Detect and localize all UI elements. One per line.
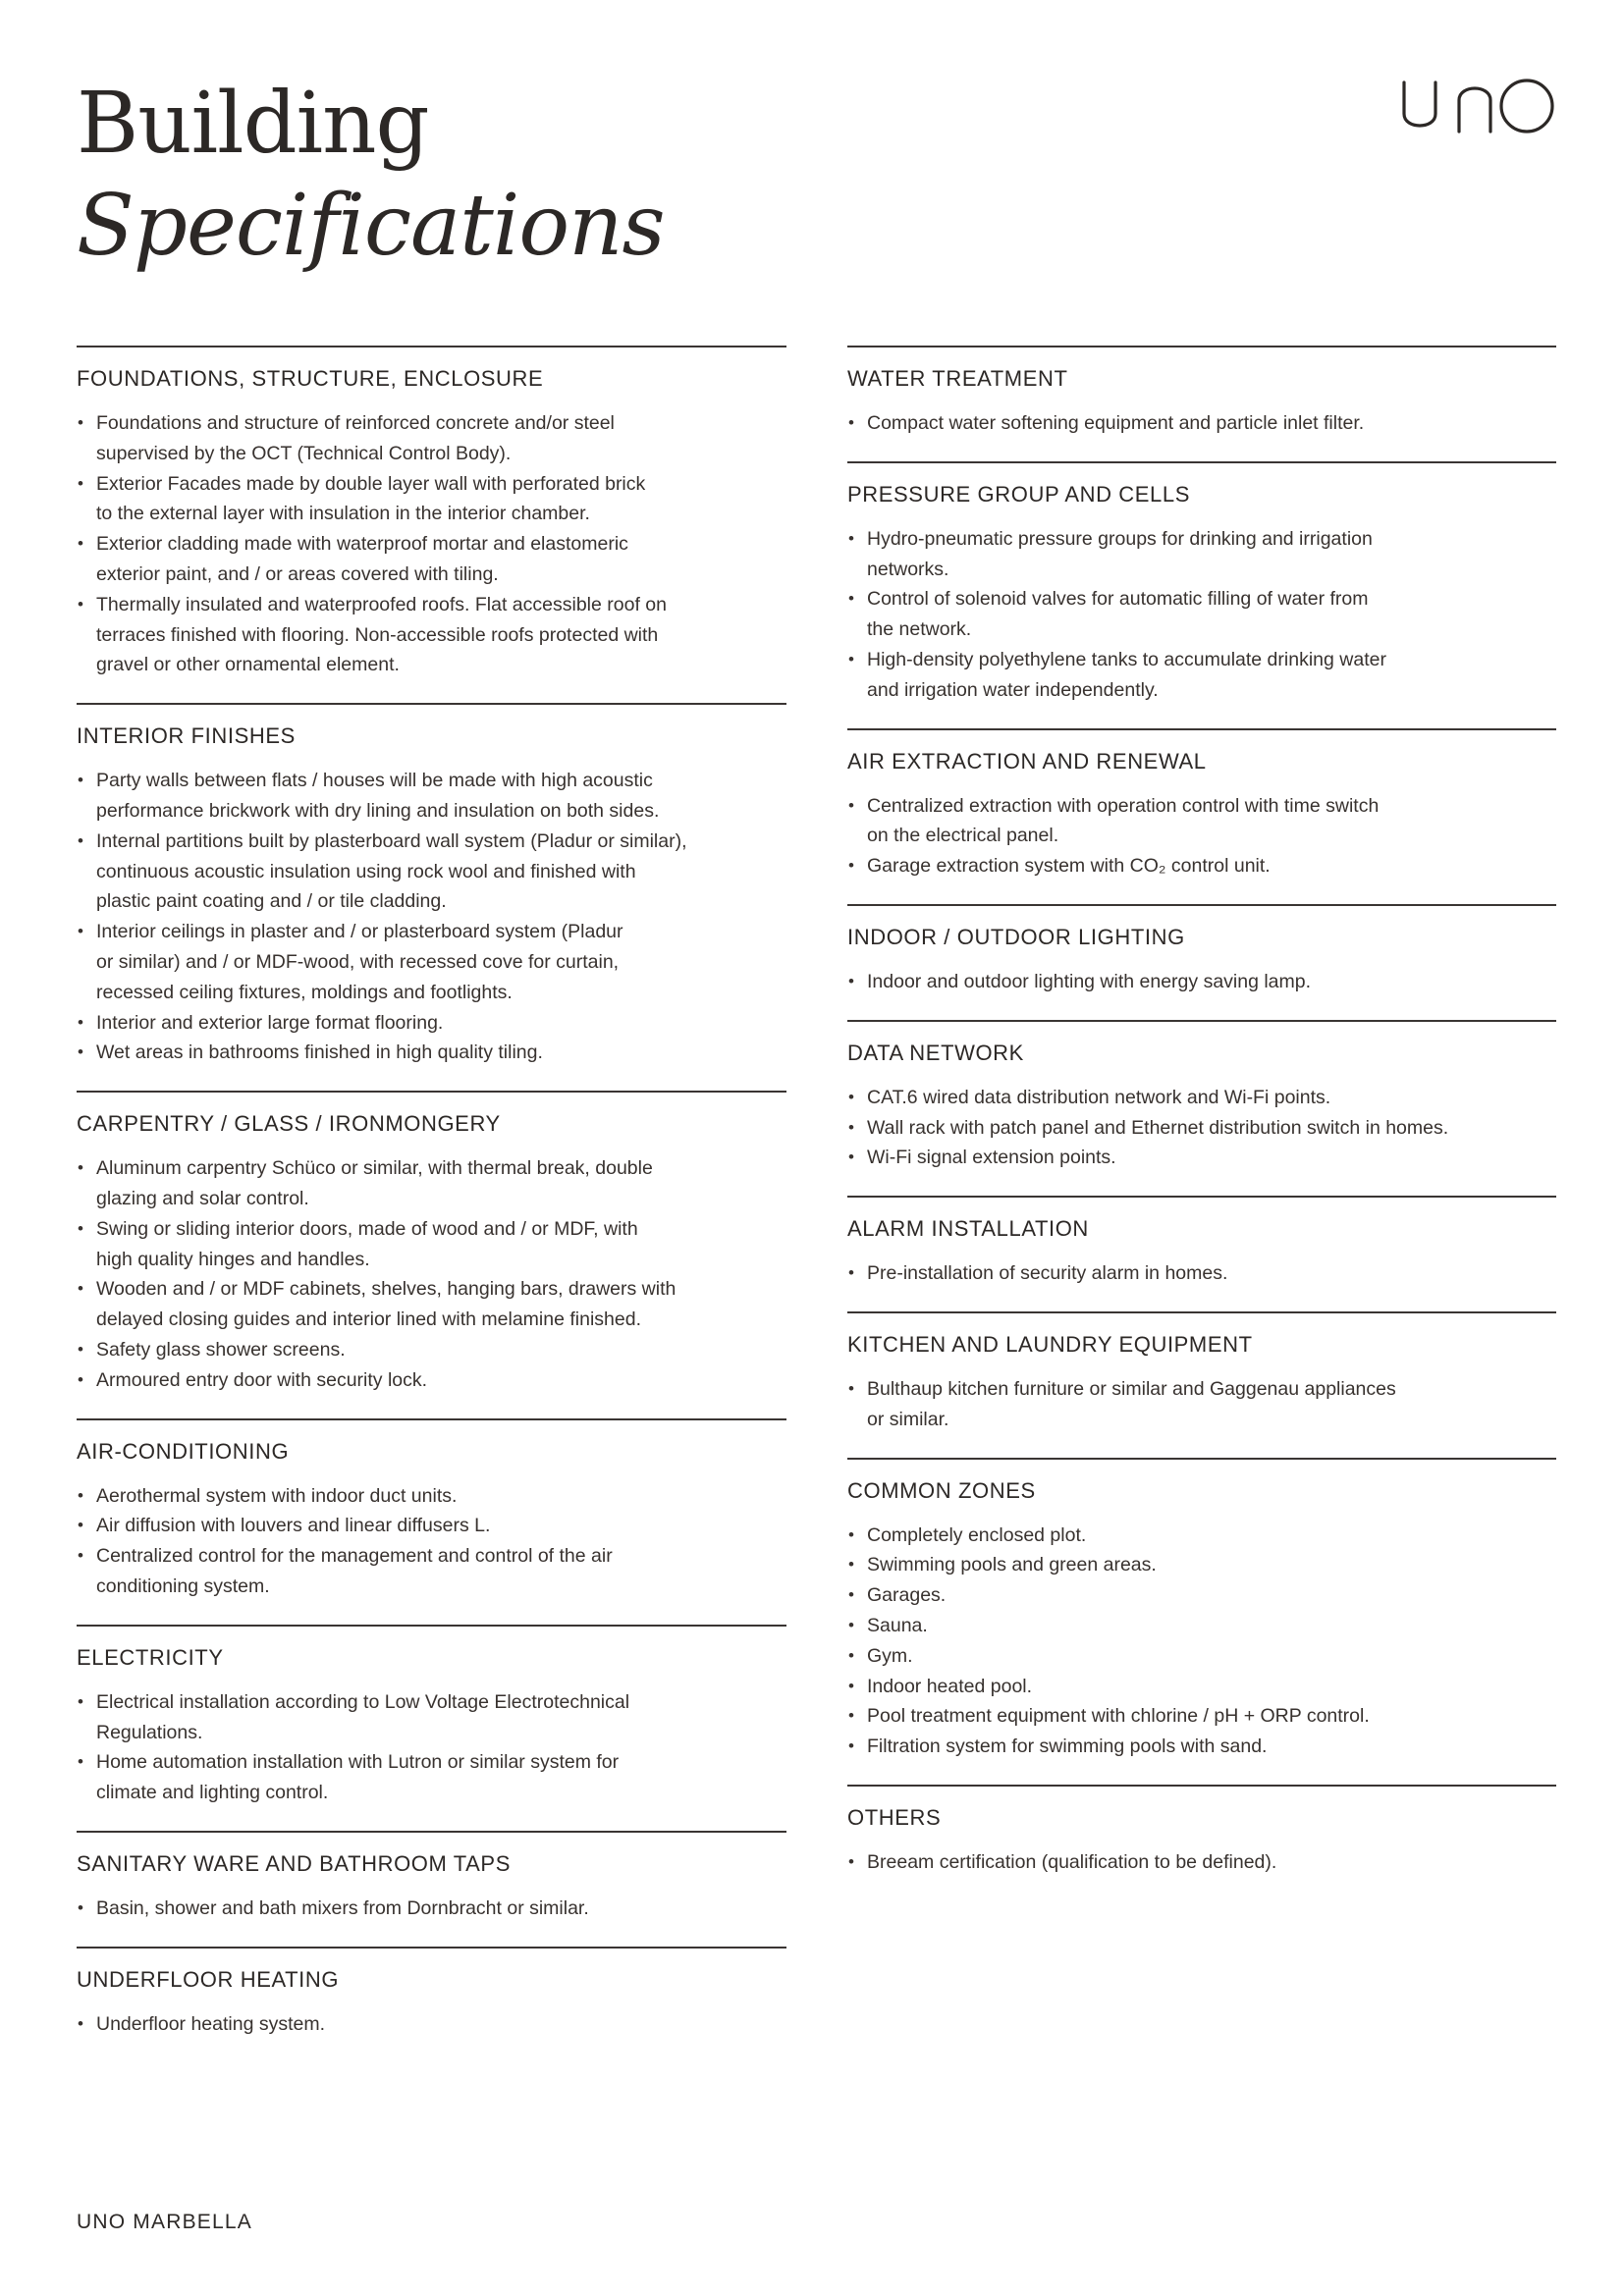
spec-item-line: supervised by the OCT (Technical Control Body). xyxy=(96,442,512,464)
spec-item-line: high quality hinges and handles. xyxy=(96,1248,370,1270)
title-line-specifications: Specifications xyxy=(77,177,665,276)
spec-item xyxy=(847,1701,1556,1732)
section-alarm-installation xyxy=(847,1196,1556,1311)
spec-item-line: Armoured entry door with security lock. xyxy=(96,1368,428,1391)
section-heading: AIR EXTRACTION AND RENEWAL xyxy=(847,748,1207,774)
spec-item-line: Exterior Facades made by double layer wall with perforated brick xyxy=(96,472,646,495)
spec-item xyxy=(847,1521,1556,1551)
section-heading: DATA NETWORK xyxy=(847,1040,1024,1065)
spec-item-line: glazing and solar control. xyxy=(96,1187,309,1209)
section-air-conditioning xyxy=(77,1418,786,1625)
spec-item xyxy=(847,1083,1556,1113)
title-line-building: Building xyxy=(77,75,429,174)
spec-item-line: Completely enclosed plot. xyxy=(867,1523,1087,1546)
spec-item-line: Wet areas in bathrooms finished in high quality tiling. xyxy=(96,1041,543,1064)
spec-item-line: Centralized control for the management and control of the air xyxy=(96,1545,613,1568)
spec-item xyxy=(847,1847,1556,1878)
section-heading: ELECTRICITY xyxy=(77,1644,224,1670)
spec-item xyxy=(77,1481,786,1512)
spec-item-line: Hydro-pneumatic pressure groups for drinking and irrigation xyxy=(867,527,1373,550)
spec-list xyxy=(77,1993,786,2062)
spec-item xyxy=(77,1038,786,1068)
spec-item xyxy=(847,1374,1556,1435)
spec-list xyxy=(847,507,1556,728)
spec-item xyxy=(77,1274,786,1335)
spec-item xyxy=(77,1153,786,1214)
spec-item-line: Indoor heated pool. xyxy=(867,1675,1033,1697)
spec-item-line: and irrigation water independently. xyxy=(867,678,1159,701)
section-sanitary-ware-and-bathroom-taps xyxy=(77,1831,786,1947)
spec-item-line: Wooden and / or MDF cabinets, shelves, hanging bars, drawers with xyxy=(96,1278,677,1301)
spec-item-line: Interior and exterior large format flooring. xyxy=(96,1011,444,1034)
spec-item-line: the network. xyxy=(867,618,972,641)
spec-item xyxy=(77,1541,786,1602)
spec-item-line: Regulations. xyxy=(96,1721,203,1743)
spec-item xyxy=(77,2009,786,2040)
spec-item xyxy=(77,827,786,917)
section-heading: UNDERFLOOR HEATING xyxy=(77,1966,340,1992)
spec-list xyxy=(847,950,1556,1020)
section-common-zones xyxy=(847,1458,1556,1785)
section-heading: PRESSURE GROUP AND CELLS xyxy=(847,481,1190,507)
spec-list xyxy=(77,1671,786,1831)
page-title xyxy=(77,75,665,276)
spec-list xyxy=(847,1504,1556,1785)
spec-item-line: Garages. xyxy=(867,1584,947,1607)
spec-item xyxy=(847,1258,1556,1289)
spec-item-line: climate and lighting control. xyxy=(96,1782,329,1804)
section-foundations-structure-enclosure xyxy=(77,346,786,703)
spec-item-line: performance brickwork with dry lining and insulation on both sides. xyxy=(96,799,660,822)
spec-item-line: terraces finished with flooring. Non-accessible roofs protected with xyxy=(96,623,659,646)
spec-item xyxy=(77,1214,786,1275)
section-heading: COMMON ZONES xyxy=(847,1477,1036,1503)
spec-item-line: Gym. xyxy=(867,1644,913,1667)
spec-item-line: High-density polyethylene tanks to accumulate drinking water xyxy=(867,648,1386,670)
spec-item xyxy=(847,1672,1556,1702)
section-heading: OTHERS xyxy=(847,1804,942,1830)
spec-item xyxy=(847,1611,1556,1641)
spec-item-line: or similar) and / or MDF-wood, with recessed cove for curtain, xyxy=(96,950,620,973)
section-heading: SANITARY WARE AND BATHROOM TAPS xyxy=(77,1850,511,1876)
section-kitchen-and-laundry-equipment xyxy=(847,1311,1556,1458)
spec-item-line: recessed ceiling fixtures, moldings and footlights. xyxy=(96,981,513,1003)
spec-list xyxy=(77,1465,786,1625)
section-heading: CARPENTRY / GLASS / IRONMONGERY xyxy=(77,1111,501,1137)
spec-list xyxy=(847,1066,1556,1196)
section-heading: WATER TREATMENT xyxy=(847,366,1068,391)
section-interior-finishes xyxy=(77,703,786,1091)
spec-item xyxy=(77,529,786,590)
spec-item-line: to the external layer with insulation in the interior chamber. xyxy=(96,503,590,525)
uno-logo xyxy=(1398,75,1555,135)
spec-item xyxy=(77,1335,786,1365)
spec-item xyxy=(77,1365,786,1396)
spec-item-line: Wi-Fi signal extension points. xyxy=(867,1147,1116,1169)
spec-item xyxy=(77,469,786,530)
spec-item-line: Basin, shower and bath mixers from Dornbracht or similar. xyxy=(96,1896,589,1919)
spec-item-line: conditioning system. xyxy=(96,1575,270,1597)
section-pressure-group-and-cells xyxy=(847,461,1556,728)
spec-item-line: Swimming pools and green areas. xyxy=(867,1554,1157,1576)
spec-list xyxy=(77,749,786,1091)
section-heading: FOUNDATIONS, STRUCTURE, ENCLOSURE xyxy=(77,366,544,391)
section-electricity xyxy=(77,1625,786,1831)
spec-item-line: Foundations and structure of reinforced concrete and/or steel xyxy=(96,412,615,434)
spec-item xyxy=(77,408,786,469)
spec-list xyxy=(77,1877,786,1947)
spec-item xyxy=(847,408,1556,439)
spec-item-line: networks. xyxy=(867,558,949,580)
spec-item xyxy=(77,590,786,680)
section-underfloor-heating xyxy=(77,1947,786,2062)
spec-item-line: Exterior cladding made with waterproof mortar and elastomeric xyxy=(96,533,628,556)
spec-item-line: Control of solenoid valves for automatic filling of water from xyxy=(867,588,1369,611)
section-others xyxy=(847,1785,1556,1900)
spec-item xyxy=(77,1894,786,1924)
spec-item-line: Party walls between flats / houses will be made with high acoustic xyxy=(96,770,653,792)
spec-list xyxy=(847,1358,1556,1458)
section-heading: INDOOR / OUTDOOR LIGHTING xyxy=(847,924,1185,949)
section-data-network xyxy=(847,1020,1556,1196)
spec-item-line: Air diffusion with louvers and linear diffusers L. xyxy=(96,1515,491,1537)
spec-item xyxy=(847,791,1556,852)
spec-item-line: on the electrical panel. xyxy=(867,825,1059,847)
spec-item xyxy=(847,1550,1556,1580)
spec-item-line: Compact water softening equipment and particle inlet filter. xyxy=(867,412,1365,434)
spec-item xyxy=(847,1143,1556,1173)
spec-item xyxy=(77,1687,786,1748)
section-heading: INTERIOR FINISHES xyxy=(77,723,296,749)
section-water-treatment xyxy=(847,346,1556,461)
spec-item xyxy=(847,851,1556,881)
spec-item-line: Sauna. xyxy=(867,1614,928,1636)
section-heading: KITCHEN AND LAUNDRY EQUIPMENT xyxy=(847,1331,1253,1357)
spec-list xyxy=(847,774,1556,904)
spec-item xyxy=(847,967,1556,997)
spec-item xyxy=(847,1732,1556,1762)
section-carpentry-glass-ironmongery xyxy=(77,1091,786,1417)
spec-item-line: Home automation installation with Lutron or similar system for xyxy=(96,1751,620,1774)
spec-list xyxy=(77,392,786,703)
spec-item-line: Breeam certification (qualification to be defined). xyxy=(867,1850,1277,1873)
spec-list xyxy=(77,1137,786,1417)
footer-brand: UNO MARBELLA xyxy=(77,2211,252,2233)
spec-item-line: delayed closing guides and interior lined with melamine finished. xyxy=(96,1308,641,1331)
spec-item xyxy=(847,1580,1556,1611)
spec-item xyxy=(847,1113,1556,1144)
section-heading: ALARM INSTALLATION xyxy=(847,1216,1089,1242)
spec-item-line: gravel or other ornamental element. xyxy=(96,654,400,676)
spec-item-line: Pool treatment equipment with chlorine / pH + ORP control. xyxy=(867,1705,1370,1728)
spec-item-line: Aerothermal system with indoor duct units. xyxy=(96,1484,458,1507)
spec-item xyxy=(77,917,786,1007)
section-air-extraction-and-renewal xyxy=(847,728,1556,904)
spec-item-line: Pre-installation of security alarm in homes. xyxy=(867,1262,1228,1285)
spec-item-line: Filtration system for swimming pools with sand. xyxy=(867,1735,1268,1758)
spec-item-line: or similar. xyxy=(867,1408,949,1430)
spec-item xyxy=(847,645,1556,706)
spec-item-line: CAT.6 wired data distribution network and Wi-Fi points. xyxy=(867,1086,1331,1108)
spec-item-line: Swing or sliding interior doors, made of wood and / or MDF, with xyxy=(96,1217,638,1240)
spec-item-line: Indoor and outdoor lighting with energy saving lamp. xyxy=(867,970,1312,992)
spec-item-line: Wall rack with patch panel and Ethernet distribution switch in homes. xyxy=(867,1116,1449,1139)
section-heading: AIR-CONDITIONING xyxy=(77,1438,290,1464)
spec-item-line: Garage extraction system with CO₂ control unit. xyxy=(867,855,1271,878)
spec-item xyxy=(77,1511,786,1541)
spec-item-line: Internal partitions built by plasterboard wall system (Pladur or similar), xyxy=(96,829,687,852)
spec-item-line: Interior ceilings in plaster and / or plasterboard system (Pladur xyxy=(96,921,623,943)
spec-item xyxy=(77,1008,786,1039)
section-indoor-outdoor-lighting xyxy=(847,904,1556,1020)
spec-list xyxy=(847,392,1556,461)
spec-item xyxy=(847,1641,1556,1672)
spec-list xyxy=(847,1242,1556,1311)
spec-item xyxy=(847,584,1556,645)
spec-item-line: exterior paint, and / or areas covered with tiling. xyxy=(96,562,499,585)
spec-item-line: Centralized extraction with operation control with time switch xyxy=(867,794,1380,817)
spec-item xyxy=(847,524,1556,585)
spec-item xyxy=(77,766,786,827)
spec-item-line: Thermally insulated and waterproofed roofs. Flat accessible roof on xyxy=(96,593,667,615)
spec-item-line: Underfloor heating system. xyxy=(96,2012,326,2035)
right-column xyxy=(847,346,1556,1900)
spec-item-line: Bulthaup kitchen furniture or similar and Gaggenau appliances xyxy=(867,1377,1396,1400)
spec-item xyxy=(77,1747,786,1808)
spec-item-line: Electrical installation according to Low Voltage Electrotechnical xyxy=(96,1690,630,1713)
spec-item-line: Aluminum carpentry Schüco or similar, with thermal break, double xyxy=(96,1157,653,1180)
spec-item-line: Safety glass shower screens. xyxy=(96,1338,346,1361)
left-column xyxy=(77,346,786,2061)
spec-item-line: continuous acoustic insulation using rock wool and finished with xyxy=(96,860,636,882)
spec-item-line: plastic paint coating and / or tile cladding. xyxy=(96,890,447,913)
spec-list xyxy=(847,1831,1556,1900)
